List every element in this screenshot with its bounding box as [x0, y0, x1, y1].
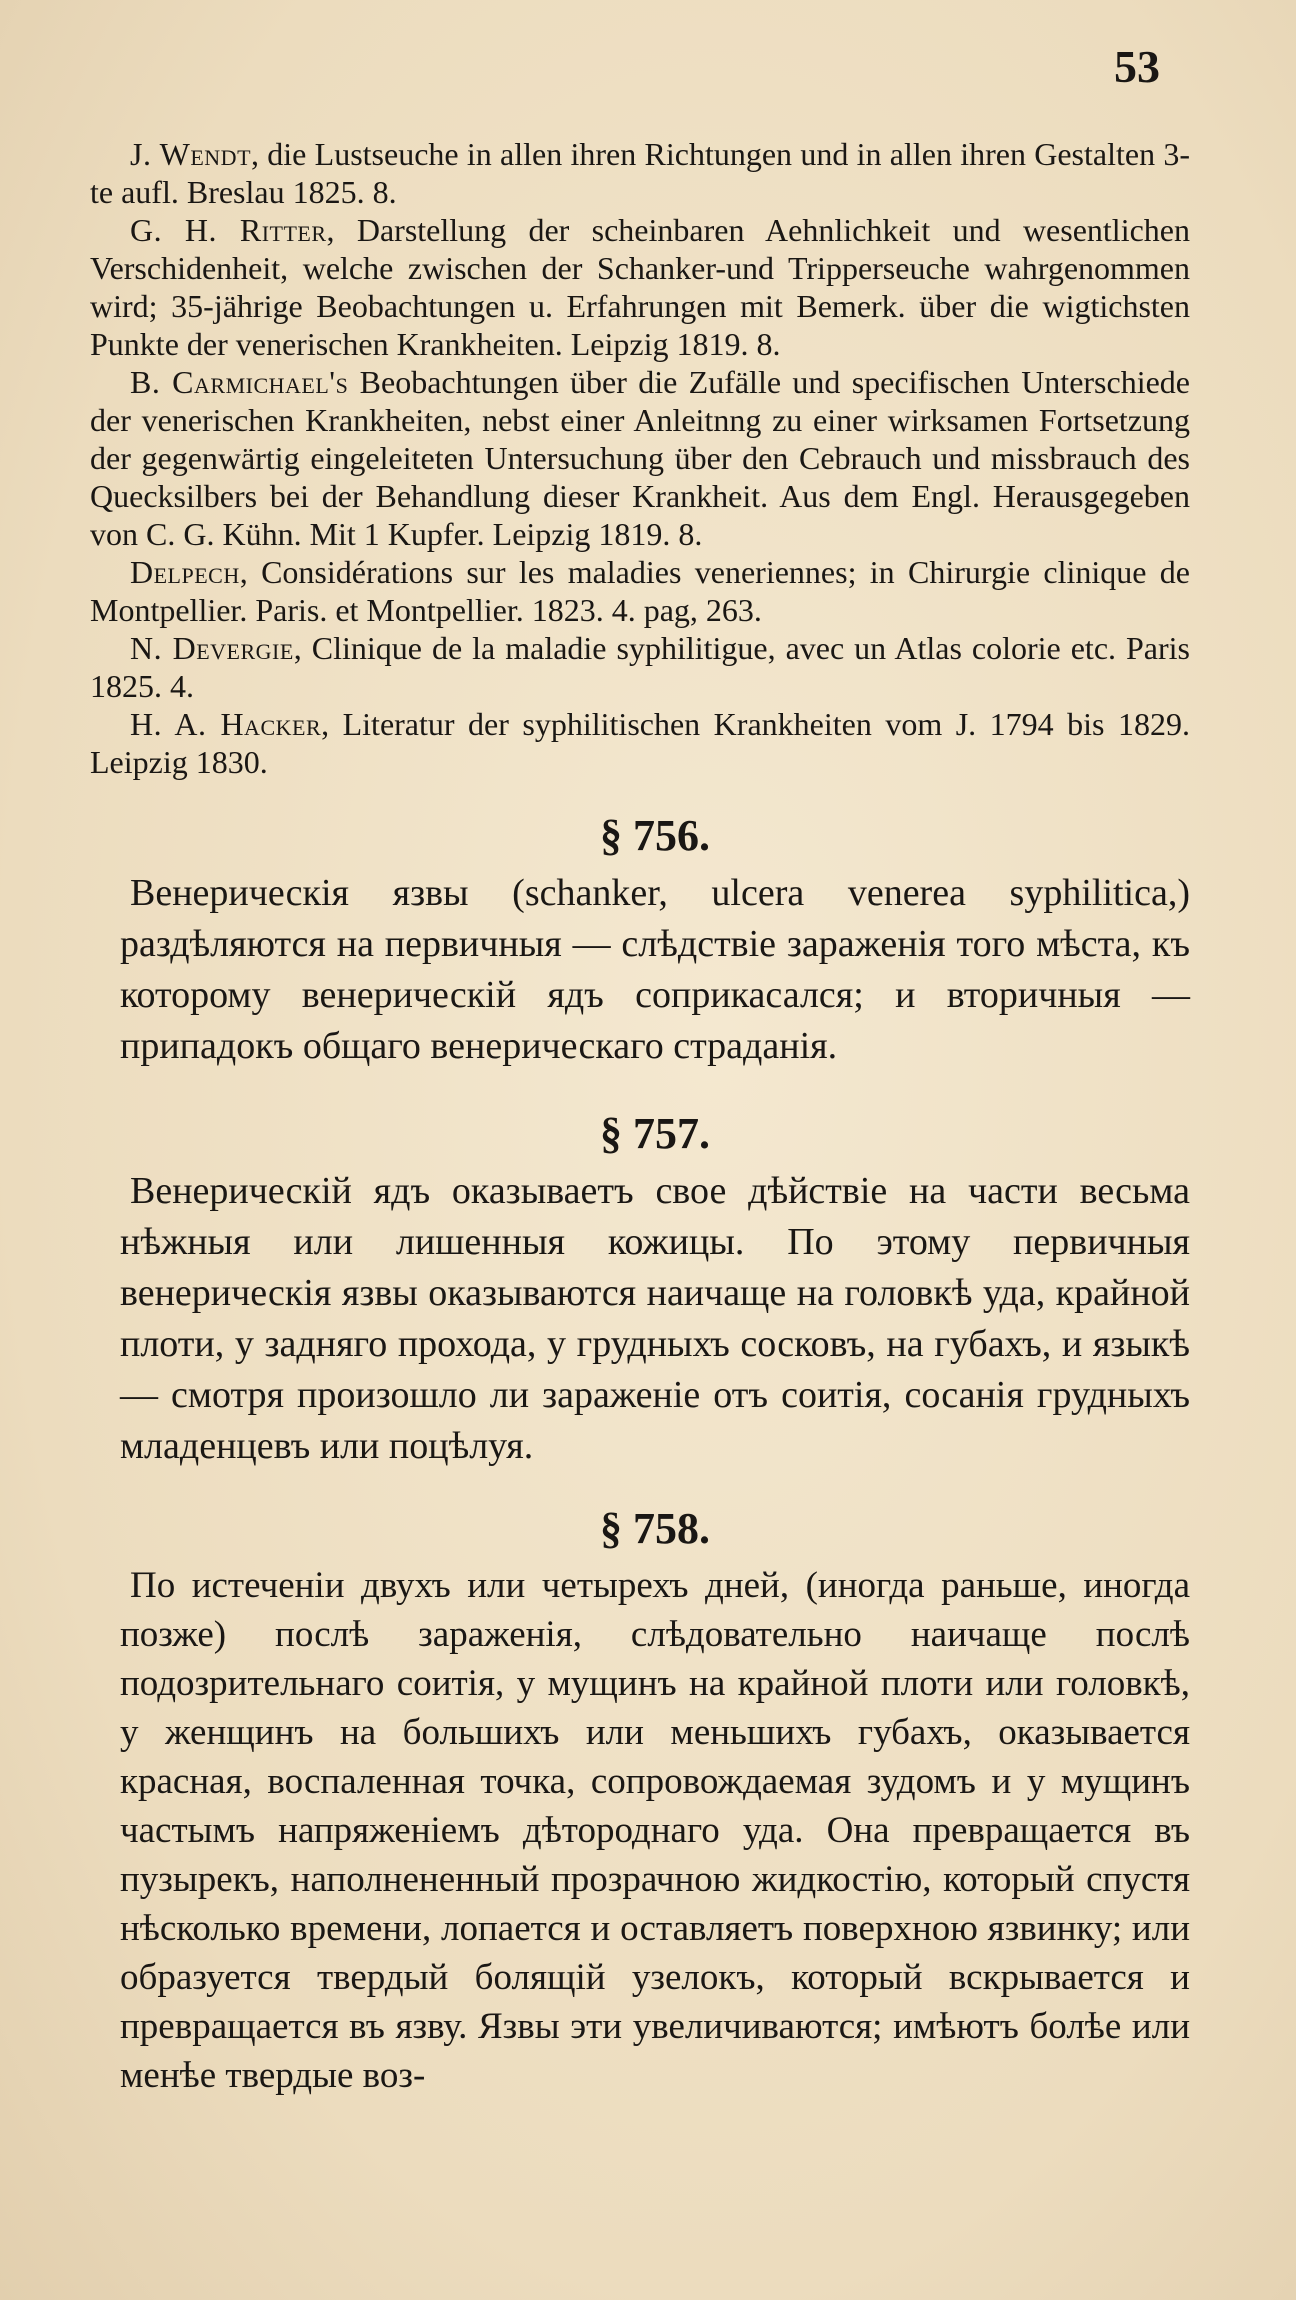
section-757 [120, 1108, 1190, 1472]
entry-author: N. Devergie [130, 630, 294, 666]
entry-author: J. Wendt [130, 136, 252, 172]
entry-author: B. Carmichael's [130, 364, 349, 400]
entry-author: G. H. Ritter [130, 212, 327, 248]
page-number: 53 [1114, 41, 1160, 92]
entry-text: Beobachtungen über die Zufälle und specifischen Unterschiede der venerischen Krankheiten, nebst einer Anleitnng zu einer wirksamen Fortsetzung der gegenwärtig eingeleiteten Untersuchung über den Cebrauch und missbrauch des Quecksilbers bei der Behandlung dieser Krankheit. Aus dem Engl. Herausgegeben von C. G. Kühn. Mit 1 Kupfer. Leipzig 1819. 8. [90, 364, 1191, 552]
section-paragraph: По истеченіи двухъ или четырехъ дней, (иногда раньше, иногда позже) послѣ зараженія, слѣдовательно наичаще послѣ подозрительнаго соитія, у мущинъ на крайной плоти или головкѣ, у женщинъ на большихъ или меньшихъ губахъ, оказывается красная, воспаленная точка, сопровождаемая зудомъ и у мущинъ частымъ напряженіемъ дѣтороднаго уда. Она превращается въ пузырекъ, наполнененный прозрачною жидкостію, который спустя нѣсколько времени, лопается и оставляетъ поверхною язвинку; или образуется твердый болящій узелокъ, который вскрывается и превращается въ язву. Язвы эти увеличиваются; имѣютъ болѣе или менѣе твердые воз- [120, 1565, 1190, 2096]
bibliography-entry [90, 211, 1190, 363]
entry-text: , Darstellung der scheinbaren Aehnlichkeit und wesentlichen Verschidenheit, welche zwischen der Schanker-und Tripperseuche wahrgenommen wird; 35-jährige Beobachtungen u. Erfahrungen mit Bemerk. über die wigtichsten Punkte der venerischen Krankheiten. Leipzig 1819. 8. [90, 212, 1190, 362]
entry-author: Delpech [130, 554, 240, 590]
section-heading: § 757. [600, 1109, 710, 1158]
section-paragraph: Венерическія язвы (schanker, ulcera venerea syphilitica,) раздѣляются на первичныя — слѣдствіе зараженія того мѣста, къ которому венерическій ядъ соприкасался; и вторичныя — припадокъ общаго венерическаго страданія. [120, 872, 1190, 1067]
bibliography-entry [90, 363, 1190, 553]
section-756 [120, 810, 1190, 1072]
entry-text: , Literatur der syphilitischen Krankheiten vom J. 1794 bis 1829. Leipzig 1830. [90, 706, 1191, 780]
section-heading: § 758. [600, 1504, 710, 1553]
section-heading: § 756. [600, 811, 710, 860]
bibliography-entry [90, 135, 1190, 211]
entry-text: , Clinique de la maladie syphilitigue, avec un Atlas colorie etc. Paris 1825. 4. [90, 630, 1191, 704]
bibliography-entry [90, 705, 1190, 781]
bibliography-entry [90, 629, 1190, 705]
section-758 [120, 1503, 1190, 2100]
entry-author: H. A. Hacker [130, 706, 322, 742]
bibliography-entry [90, 553, 1190, 629]
entry-text: , die Lustseuche in allen ihren Richtungen und in allen ihren Gestalten 3-te aufl. Breslau 1825. 8. [90, 136, 1191, 210]
bibliography-list [90, 135, 1190, 781]
entry-text: , Considérations sur les maladies veneriennes; in Chirurgie clinique de Montpellier. Paris. et Montpellier. 1823. 4. pag, 263. [90, 554, 1190, 628]
section-paragraph: Венерическій ядъ оказываетъ свое дѣйствіе на части весьма нѣжныя или лишенныя кожицы. По этому первичныя венерическія язвы оказываются наичаще на головкѣ уда, крайной плоти, у задняго прохода, у грудныхъ сосковъ, на губахъ, и языкѣ — смотря произошло ли зараженіе отъ соитія, сосанія грудныхъ младенцевъ или поцѣлуя. [120, 1170, 1190, 1467]
